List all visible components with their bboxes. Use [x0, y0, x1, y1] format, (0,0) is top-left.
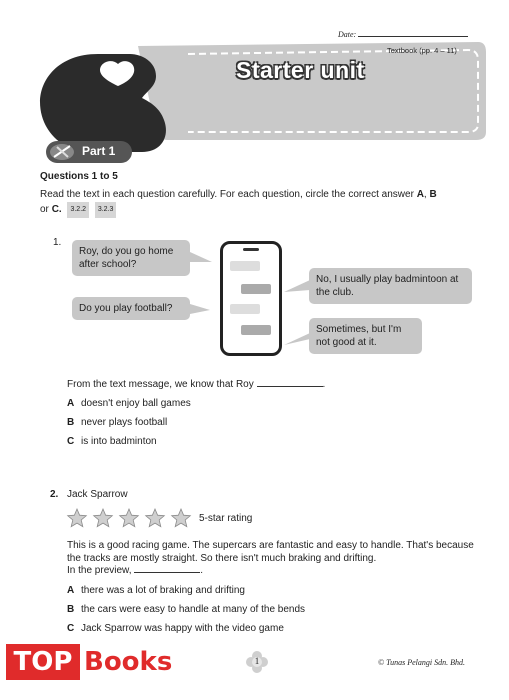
answer-option[interactable]	[67, 436, 157, 447]
option-text: never plays football	[81, 417, 168, 428]
star-rating	[66, 507, 198, 529]
phone-message	[241, 325, 271, 335]
option-text: Jack Sparrow was happy with the video game	[81, 623, 284, 634]
answer-option[interactable]	[67, 417, 167, 428]
phone-illustration	[220, 241, 282, 356]
stem-text: In the preview,	[67, 565, 132, 576]
chat-bubble-left: Do you play football?	[72, 297, 190, 320]
date-line	[358, 36, 468, 37]
skill-code: 3.2.3	[95, 202, 117, 218]
question-stem	[67, 379, 325, 390]
option-letter: C	[67, 623, 75, 634]
answer-blank[interactable]	[134, 572, 200, 573]
watermark-top: TOP	[6, 644, 80, 680]
date-field	[338, 30, 468, 39]
option-text: is into badminton	[81, 436, 157, 447]
option-letter: A	[67, 398, 75, 409]
bubble-tail	[284, 333, 310, 347]
option-letter: B	[67, 604, 75, 615]
stem-end: .	[322, 379, 326, 390]
instruction-text	[40, 188, 480, 218]
phone-message	[230, 261, 260, 271]
textbook-reference: Textbook (pp. 4 – 11)	[387, 46, 457, 55]
page-title: Starter unit	[236, 57, 365, 83]
stem-text: From the text message, we know that Roy	[67, 379, 254, 390]
review-title: Jack Sparrow	[67, 489, 128, 500]
chat-bubble-left: Roy, do you go home after school?	[72, 240, 190, 276]
answer-option[interactable]	[67, 604, 305, 615]
part-badge	[46, 141, 132, 163]
option-letter: B	[67, 417, 75, 428]
star-icon	[172, 509, 191, 527]
watermark-books: Books	[84, 647, 173, 677]
phone-message	[230, 304, 260, 314]
chat-bubble-right: Sometimes, but I'm not good at it.	[309, 318, 422, 354]
copyright: © Tunas Pelangi Sdn. Bhd.	[378, 658, 465, 667]
bubble-tail	[190, 252, 212, 264]
bubble-tail	[284, 280, 310, 294]
review-text: This is a good racing game. The supercars are fantastic and easy to handle. That's because the tracks are mostly straight. So there isn't much braking and drifting.	[67, 540, 474, 564]
answer-option[interactable]	[67, 623, 284, 634]
answer-option[interactable]	[67, 585, 245, 596]
stem-end: .	[200, 565, 204, 576]
question-number: 1.	[53, 237, 62, 248]
phone-message	[241, 284, 271, 294]
question-number: 2.	[50, 489, 59, 500]
rating-stars	[66, 507, 198, 529]
option-text: the cars were easy to handle at many of the bends	[81, 604, 306, 615]
option-letter: A	[67, 585, 75, 596]
instruction-comma: ,	[423, 189, 427, 200]
part-label: Part 1	[82, 144, 116, 158]
answer-blank[interactable]	[257, 386, 323, 387]
star-icon	[146, 509, 165, 527]
chat-bubble-right: No, I usually play badmintoon at the club.	[309, 268, 472, 304]
ruler-pencil-icon	[48, 143, 78, 161]
questions-heading: Questions 1 to 5	[40, 171, 118, 182]
bubble-tail	[190, 304, 210, 314]
star-icon	[68, 509, 87, 527]
answer-option[interactable]	[67, 398, 191, 409]
review-paragraph	[67, 540, 487, 578]
phone-speaker	[243, 248, 259, 251]
option-letter: C	[67, 436, 75, 447]
page-number: 1	[254, 656, 260, 666]
star-icon	[94, 509, 113, 527]
star-icon	[120, 509, 139, 527]
instruction-or: or	[40, 204, 49, 215]
option-c-ref: C.	[51, 204, 62, 215]
instruction-pre: Read the text in each question carefully. For each question, circle the correct answer	[40, 189, 414, 200]
option-text: there was a lot of braking and drifting	[81, 585, 245, 596]
option-text: doesn't enjoy ball games	[81, 398, 191, 409]
option-b-ref: B	[429, 189, 437, 200]
skill-code: 3.2.2	[67, 202, 89, 218]
option-a-ref: A	[416, 189, 424, 200]
date-label: Date:	[338, 30, 357, 39]
rating-label: 5-star rating	[199, 513, 253, 524]
